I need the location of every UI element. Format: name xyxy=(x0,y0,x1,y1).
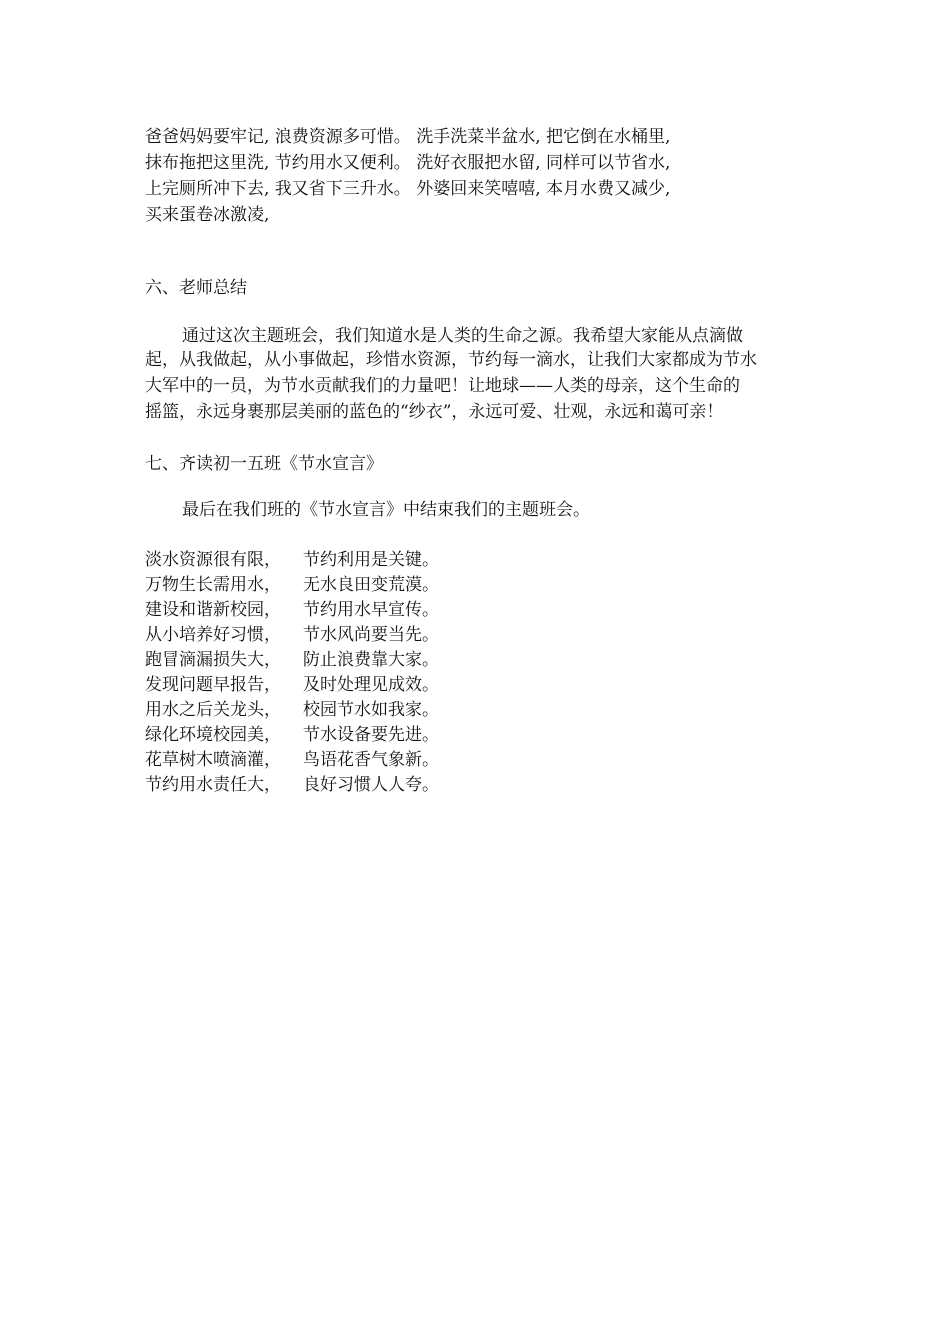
declaration-second-half: 及时处理见成效。 xyxy=(303,675,439,695)
declaration-line xyxy=(145,775,439,795)
declaration-first-half: 从小培养好习惯， xyxy=(145,625,281,645)
declaration-second-half: 良好习惯人人夸。 xyxy=(303,775,439,795)
paragraph-line: 大军中的一员，为节水贡献我们的力量吧！让地球——人类的母亲，这个生命的 xyxy=(145,376,740,396)
poem-line: 抹布拖把这里洗, 节约用水又便利。 洗好衣服把水留, 同样可以节省水, xyxy=(145,153,671,173)
declaration-line xyxy=(145,625,439,645)
declaration-first-half: 节约用水责任大， xyxy=(145,775,281,795)
declaration-second-half: 鸟语花香气象新。 xyxy=(303,750,439,770)
declaration-second-half: 节约利用是关键。 xyxy=(303,550,439,570)
paragraph-line: 摇篮，永远身裹那层美丽的蓝色的“纱衣”，永远可爱、壮观，永远和蔼可亲！ xyxy=(145,402,724,422)
declaration-line xyxy=(145,550,439,570)
declaration-second-half: 节约用水早宣传。 xyxy=(303,600,439,620)
declaration-first-half: 绿化环境校园美， xyxy=(145,725,281,745)
declaration-first-half: 花草树木喷滴灌， xyxy=(145,750,281,770)
declaration-second-half: 节水风尚要当先。 xyxy=(303,625,439,645)
paragraph-line: 通过这次主题班会，我们知道水是人类的生命之源。我希望大家能从点滴做 xyxy=(182,326,743,346)
poem-line: 上完厕所冲下去, 我又省下三升水。 外婆回来笑嘻嘻, 本月水费又减少, xyxy=(145,179,671,199)
declaration-first-half: 淡水资源很有限， xyxy=(145,550,281,570)
declaration-second-half: 防止浪费靠大家。 xyxy=(303,650,439,670)
declaration-second-half: 校园节水如我家。 xyxy=(303,700,439,720)
poem-line: 爸爸妈妈要牢记, 浪费资源多可惜。 洗手洗菜半盆水, 把它倒在水桶里, xyxy=(145,127,671,147)
paragraph-line: 起，从我做起，从小事做起，珍惜水资源，节约每一滴水，让我们大家都成为节水 xyxy=(145,350,757,370)
declaration-line xyxy=(145,575,439,595)
declaration-line xyxy=(145,650,439,670)
poem-line: 买来蛋卷冰激凌, xyxy=(145,205,270,225)
declaration-line xyxy=(145,700,439,720)
declaration-line xyxy=(145,725,439,745)
declaration-line xyxy=(145,675,439,695)
declaration-second-half: 节水设备要先进。 xyxy=(303,725,439,745)
declaration-first-half: 用水之后关龙头， xyxy=(145,700,281,720)
section-heading: 七、齐读初一五班《节水宣言》 xyxy=(145,454,383,474)
declaration-first-half: 发现问题早报告， xyxy=(145,675,281,695)
declaration-first-half: 万物生长需用水， xyxy=(145,575,281,595)
declaration-second-half: 无水良田变荒漠。 xyxy=(303,575,439,595)
declaration-line xyxy=(145,750,439,770)
intro-line: 最后在我们班的《节水宣言》中结束我们的主题班会。 xyxy=(182,500,590,520)
section-heading: 六、老师总结 xyxy=(145,278,247,298)
declaration-first-half: 跑冒滴漏损失大， xyxy=(145,650,281,670)
declaration-line xyxy=(145,600,439,620)
declaration-first-half: 建设和谐新校园， xyxy=(145,600,281,620)
